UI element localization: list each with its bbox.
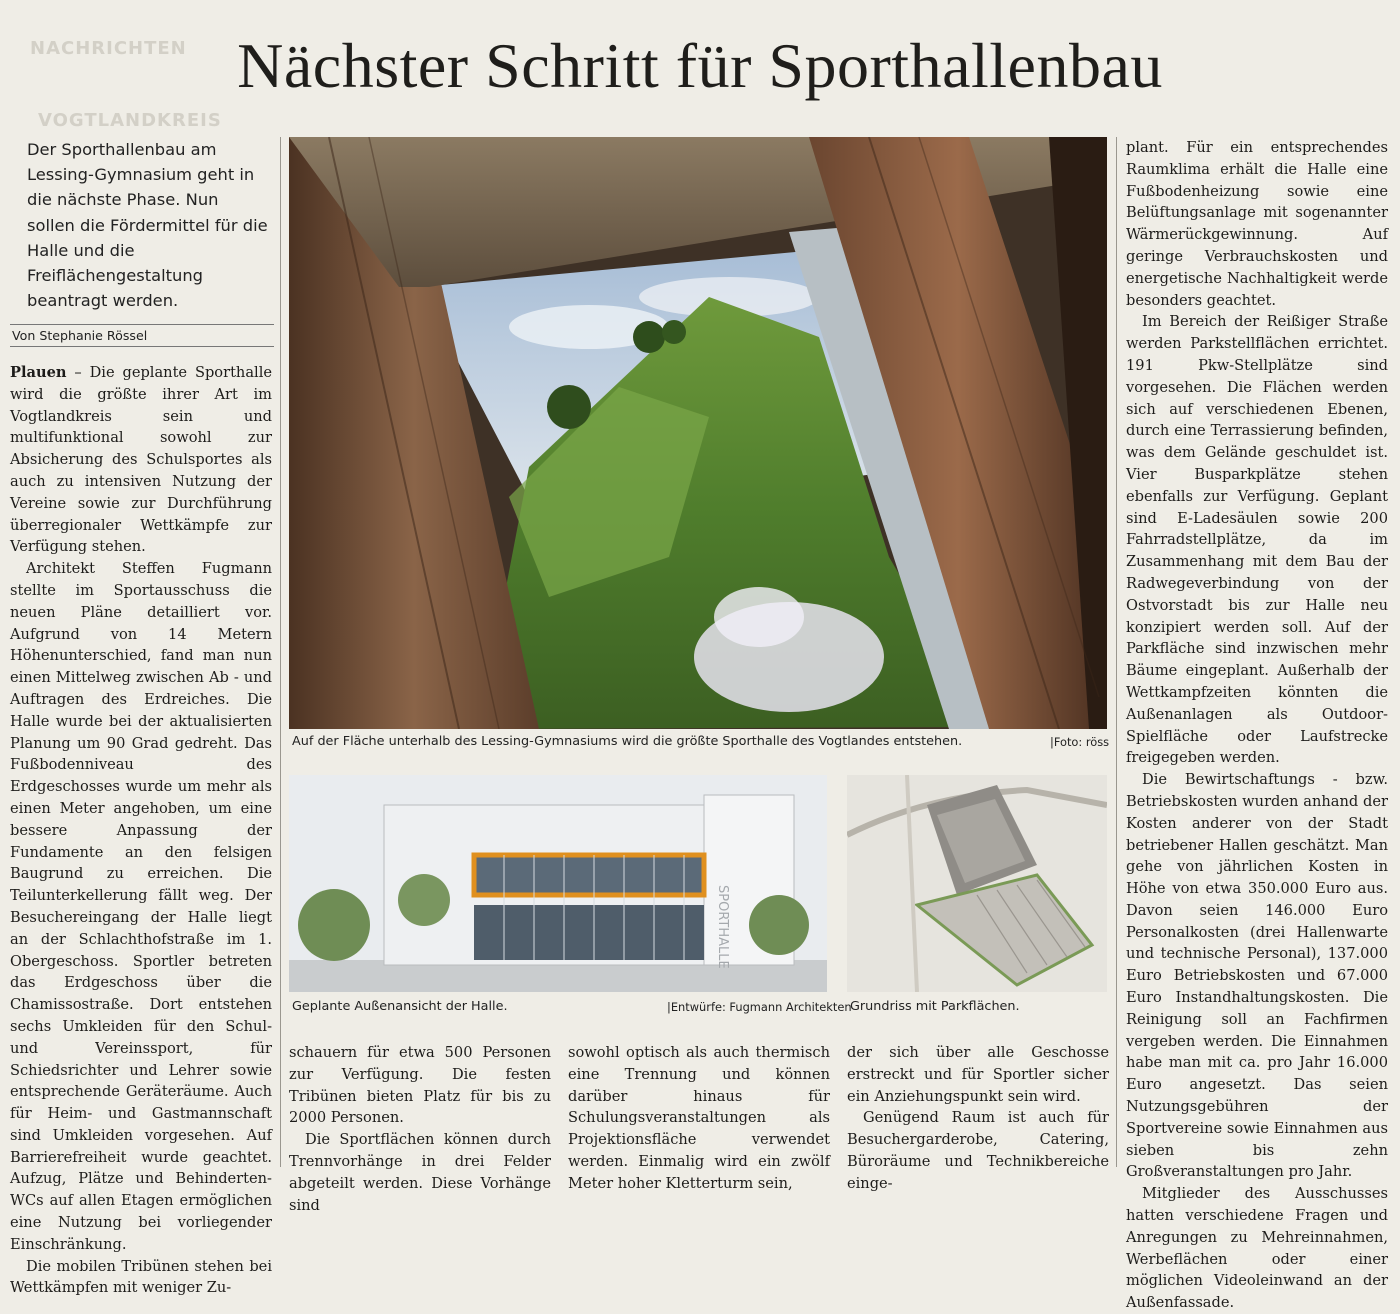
wooden-frame-meadow-photo bbox=[289, 137, 1107, 729]
paragraph: schauern für etwa 500 Personen zur Verfügung. Die festen Tribünen bieten Platz für bis zu 2000 Personen. bbox=[289, 1044, 551, 1127]
main-photo bbox=[289, 137, 1107, 729]
paragraph: Mitglieder des Ausschusses hatten verschiedene Fragen und Anregungen zu Mehreinnahmen, Werbeflächen oder einer möglichen Videoleinwand an der Außenfassade. bbox=[1126, 1185, 1388, 1312]
main-photo-credit: |Foto: röss bbox=[1050, 735, 1110, 749]
paragraph: sowohl optisch als auch thermisch eine Trennung und können darüber hinaus für Schulungsveranstaltungen als Projektionsfläche verwendet werden. Einmalig wird ein zwölf Meter hoher Kletterturm sein, bbox=[568, 1044, 830, 1192]
paragraph: der sich über alle Geschosse erstreckt und für Sportler sicher ein Anziehungspunkt sein wird. bbox=[847, 1044, 1109, 1105]
facade-drawing bbox=[289, 775, 827, 992]
facade-caption: Geplante Außenansicht der Halle. bbox=[292, 999, 508, 1014]
facade-sign: SPORTHALLE bbox=[715, 885, 730, 969]
column-1 bbox=[10, 362, 272, 1299]
main-photo-caption: Auf der Fläche unterhalb des Lessing-Gymnasiums wird die größte Sporthalle des Vogtlandes entstehen. bbox=[292, 734, 963, 749]
site-plan-drawing bbox=[847, 775, 1107, 992]
site-plan-caption: Grundriss mit Parkflächen. bbox=[850, 999, 1020, 1014]
bleed-text: VOGTLANDKREIS bbox=[38, 110, 222, 131]
paragraph: Genügend Raum ist auch für Besuchergarderobe, Catering, Büroräume und Technikbereiche einge- bbox=[847, 1109, 1109, 1192]
byline: Von Stephanie Rössel bbox=[10, 324, 274, 347]
column-rule bbox=[280, 137, 281, 1167]
dateline: Plauen bbox=[10, 364, 67, 381]
paragraph: Architekt Steffen Fugmann stellte im Sportausschuss die neuen Pläne detailliert vor. Aufgrund von 14 Metern Höhenunterschied, fand man nun einen Mittelweg zwischen Ab - und Auftragen des Erdreiches. Die Halle wurde bei der aktualisierten Planung um 90 Grad gedreht. Das Fußbodenniveau des Erdgeschosses wurde um mehr als einen Meter angehoben, um eine bessere Anpassung der Fundamente an den felsigen Baugrund zu erreichen. Die Teilunterkellerung fällt weg. Der Besuchereingang der Halle liegt an der Schlachthofstraße im 1. Obergeschoss. Sportler betreten das Erdgeschoss über die Chamissostraße. Dort entstehen sechs Umkleiden für den Schul- und Vereinssport, für Schiedsrichter und Lehrer sowie entsprechende Geräteräume. Auch für Heim- und Gastmannschaft sind Umkleiden vorgesehen. Auf Barrierefreiheit wurde geachtet. Aufzug, Plätze und Behinderten-WCs auf allen Etagen ermöglichen eine Nutzung bei vorliegender Einschränkung. bbox=[10, 560, 272, 1253]
facade-credit: |Entwürfe: Fugmann Architekten bbox=[667, 1000, 852, 1014]
column-2 bbox=[289, 1042, 551, 1216]
column-5 bbox=[1126, 137, 1388, 1314]
column-rule bbox=[1116, 137, 1117, 1167]
column-3 bbox=[568, 1042, 830, 1195]
paragraph: Im Bereich der Reißiger Straße werden Parkstellflächen errichtet. 191 Pkw-Stellplätze sind vorgesehen. Die Flächen werden sich auf verschiedenen Ebenen, durch eine Terrassierung befinden, was dem Gelände geschuldet ist. Vier Busparkplätze stehen ebenfalls zur Verfügung. Geplant sind E-Ladesäulen sowie 200 Fahrradstellplätze, da im Zusammenhang mit dem Bau der Radwegeverbindung von der Ostvorstadt bis zur Halle neu konzipiert werden soll. Auf der Parkfläche sind inzwischen mehr Bäume eingeplant. Außerhalb der Wettkampfzeiten könnten die Außenanlagen als Outdoor-Spielfläche oder Laufstrecke freigegeben werden. bbox=[1126, 313, 1388, 767]
bleed-text: NACHRICHTEN bbox=[30, 38, 187, 59]
paragraph: plant. Für ein entsprechendes Raumklima erhält die Halle eine Fußbodenheizung sowie eine Belüftungsanlage mit sogenannter Wärmerückgewinnung. Auf geringe Verbrauchskosten und energetische Nachhaltigkeit werde besonders geachtet. bbox=[1126, 139, 1388, 309]
site-plan bbox=[847, 775, 1107, 992]
paragraph: Die Sportflächen können durch Trennvorhänge in drei Felder abgeteilt werden. Diese Vorhänge sind bbox=[289, 1131, 551, 1214]
paragraph: Die Bewirtschaftungs - bzw. Betriebskosten wurden anhand der Kosten anderer von der Stadt betriebener Hallen geschätzt. Man gehe von jährlichen Kosten in Höhe von etwa 350.000 Euro aus. Davon seien 146.000 Euro Personalkosten (drei Hallenwarte und technische Personal), 137.000 Euro Betriebskosten und 67.000 Euro Instandhaltungskosten. Die Reinigung soll an Fachfirmen vergeben werden. Die Einnahmen habe man mit ca. pro Jahr 16.000 Euro angesetzt. Das seien Nutzungsgebühren der Sportvereine sowie Einnahmen aus sieben bis zehn Großveranstaltungen pro Jahr. bbox=[1126, 771, 1388, 1181]
facade-rendering bbox=[289, 775, 827, 992]
paragraph: Plauen – Die geplante Sporthalle wird die größte ihrer Art im Vogtlandkreis sein und multifunktional sowohl zur Absicherung des Schulsportes als auch zu intensiven Nutzung der Vereine sowie zur Durchführung überregionaler Wettkämpfe zur Verfügung stehen. bbox=[10, 364, 272, 556]
article-lead: Der Sporthallenbau am Lessing-Gymnasium geht in die nächste Phase. Nun sollen die Fördermittel für die Halle und die Freiflächengestaltung beantragt werden. bbox=[27, 140, 268, 311]
paragraph: Die mobilen Tribünen stehen bei Wettkämpfen mit weniger Zu- bbox=[10, 1257, 272, 1297]
column-4 bbox=[847, 1042, 1109, 1195]
headline: Nächster Schritt für Sporthallenbau bbox=[237, 30, 1163, 101]
